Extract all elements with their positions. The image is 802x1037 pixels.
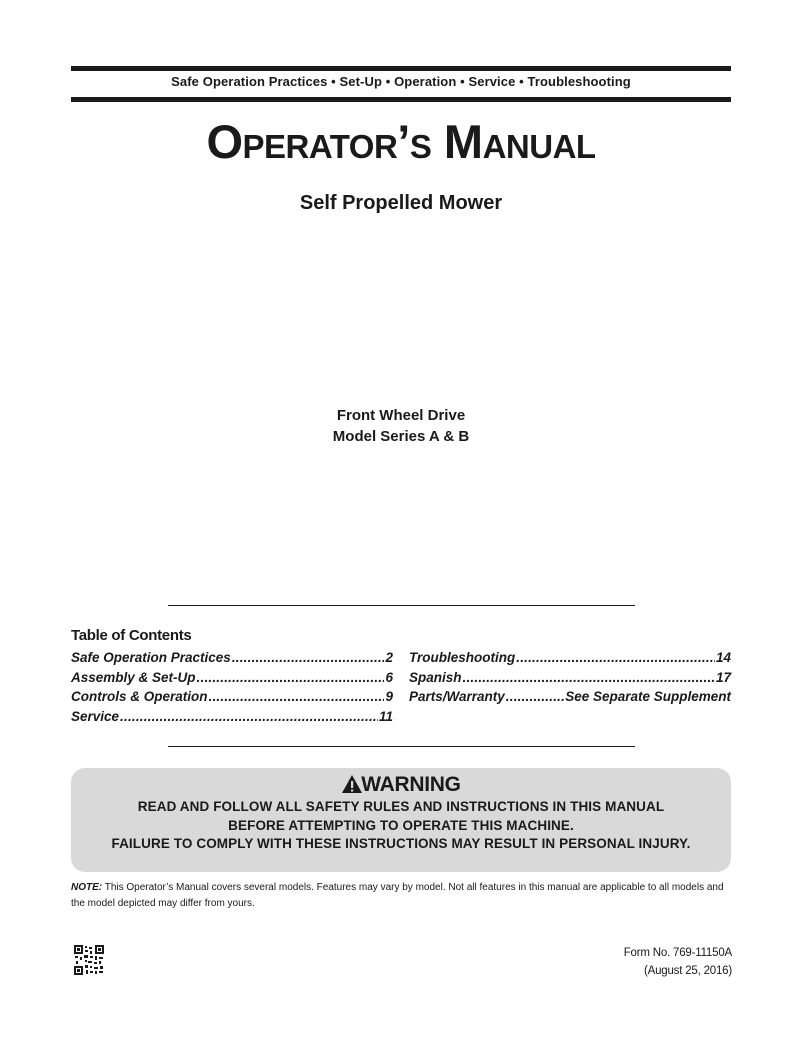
warning-title: WARNING — [0, 773, 802, 800]
top-rule-upper — [71, 66, 731, 71]
note-text: This Operator’s Manual covers several models. Features may vary by model. Not all features in this manual are applicable to all models and the model depicted may differ from yours. — [71, 882, 724, 909]
drive-type: Front Wheel Drive — [336, 407, 466, 424]
section-topics: Safe Operation Practices • Set-Up • Operation • Service • Troubleshooting — [171, 74, 631, 89]
toc-left-column — [71, 650, 393, 728]
toc-heading: Table of Contents — [71, 627, 192, 644]
model-series: Model Series A & B — [332, 428, 470, 445]
form-number: Form No. 769-11150A — [623, 947, 732, 959]
toc-divider-top — [168, 605, 635, 606]
toc-entry[interactable]: Spanish ..... 17 — [409, 670, 731, 690]
warning-line-2: BEFORE ATTEMPTING TO OPERATE THIS MACHINE. — [228, 818, 574, 833]
form-date: (August 25, 2016) — [643, 965, 732, 977]
note-label: NOTE: — [71, 882, 103, 893]
toc-entry[interactable]: Assembly & Set-Up ..... 6 — [71, 670, 393, 690]
form-info — [624, 944, 732, 980]
warning-triangle-icon — [341, 774, 363, 800]
toc-entry[interactable]: Controls & Operation ..... 9 — [71, 689, 393, 709]
top-rule-lower — [71, 97, 731, 102]
toc-entry[interactable]: Troubleshooting ..... 14 — [409, 650, 731, 670]
toc-entry[interactable]: Safe Operation Practices ..... 2 — [71, 650, 393, 670]
manual-subtitle: Self Propelled Mower — [299, 192, 503, 214]
note-paragraph — [71, 880, 736, 911]
warning-line-3: FAILURE TO COMPLY WITH THESE INSTRUCTIONS MAY RESULT IN PERSONAL INJURY. — [111, 836, 691, 851]
toc-entry[interactable]: Parts/Warranty ..... See Separate Supplement — [409, 689, 731, 709]
toc-entry[interactable]: Service ..... 11 — [71, 709, 393, 729]
manual-title: Operator’s Manual — [206, 115, 596, 168]
qr-code-icon — [74, 945, 104, 975]
warning-line-1: READ AND FOLLOW ALL SAFETY RULES AND INSTRUCTIONS IN THIS MANUAL — [137, 799, 665, 814]
toc-right-column — [409, 650, 731, 709]
toc-divider-bottom — [168, 746, 635, 747]
